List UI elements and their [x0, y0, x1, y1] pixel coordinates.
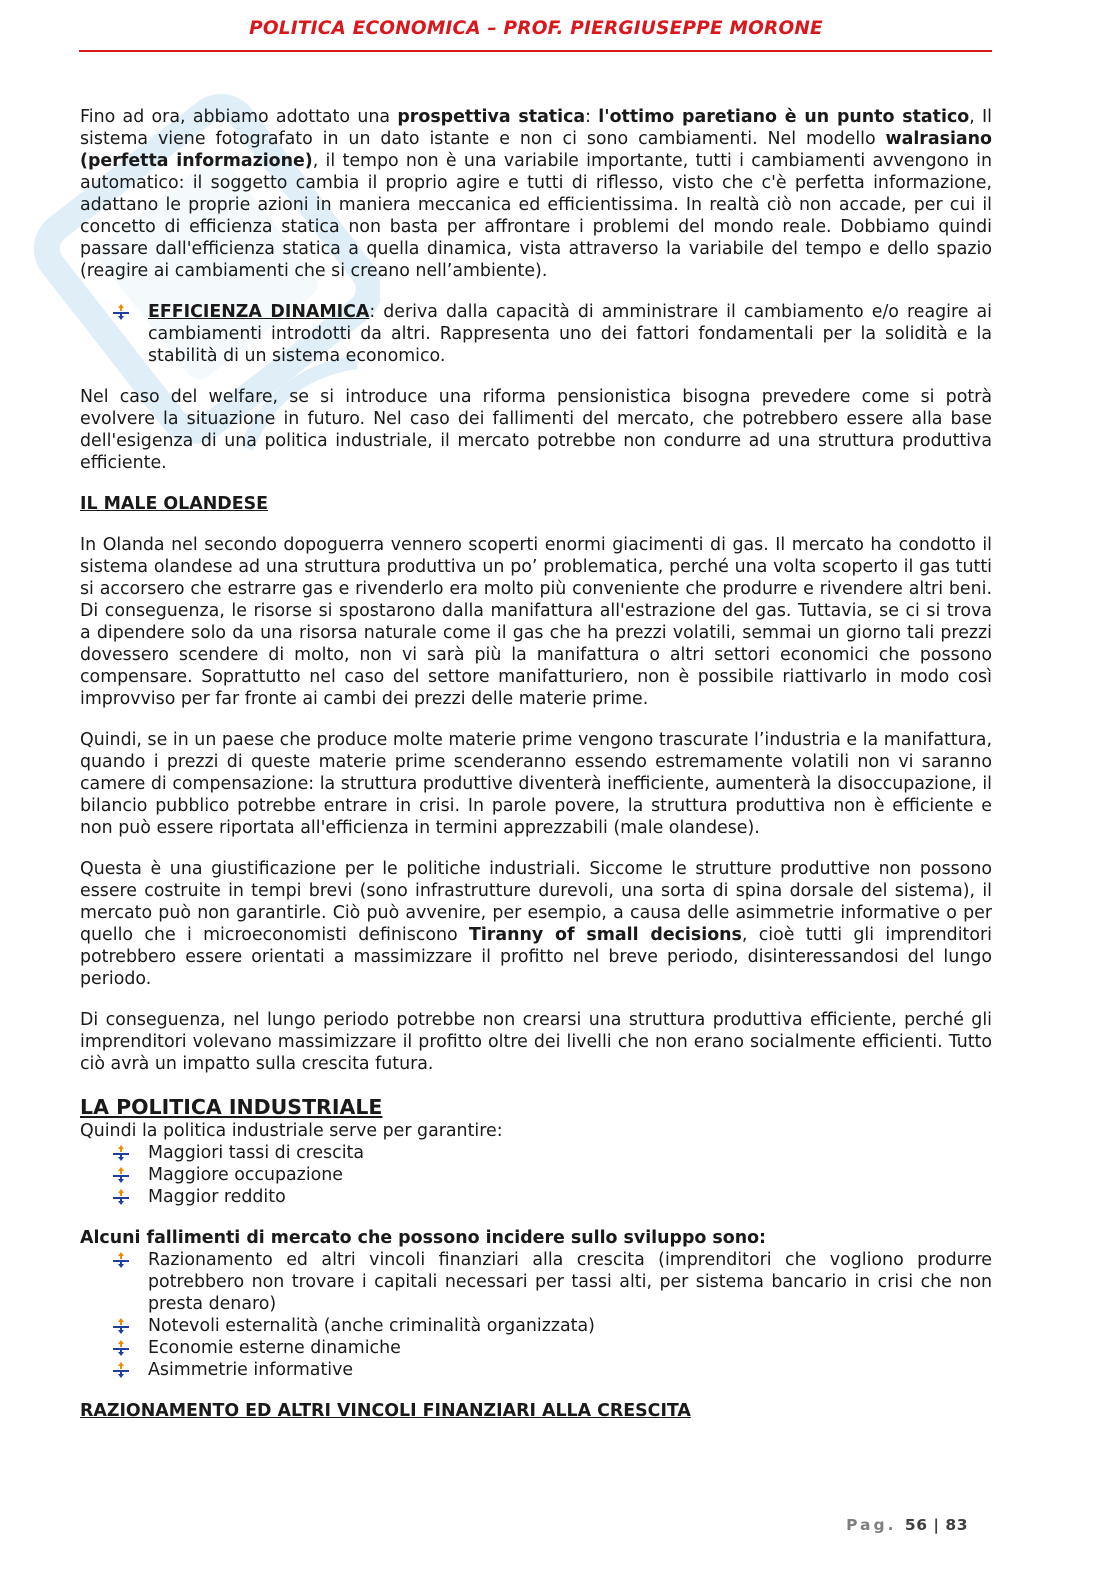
efficienza-dinamica-term: EFFICIENZA DINAMICA: [148, 302, 370, 322]
paragraph-prospettiva-statica: Fino ad ora, abbiamo adottato una prospettiva statica: l'ottimo paretiano è un punto statico, Il sistema viene fotografato in un dato istante e non ci sono cambiamenti. Nel modello walrasiano (perfetta informazione), il tempo non è una variabile importante, tutti i cambiamenti avvengono in automatico: il soggetto cambia il proprio agire e tutti di riflesso, visto che c'è perfetta informazione, adattano le proprie azioni in maniera meccanica ed efficientissima. In realtà ciò non accade, per cui il concetto di efficienza statica non basta per affrontare i problemi del mondo reale. Dobbiamo quindi passare dall'efficienza statica a quella dinamica, vista attraverso la variabile del tempo e dello spazio (reagire ai cambiamenti che si creano nell’ambiente).: [80, 107, 992, 281]
list-item: Asimmetrie informative: [80, 1359, 992, 1381]
list-item: Maggiori tassi di crescita: [80, 1142, 992, 1164]
list-item: EFFICIENZA DINAMICA: deriva dalla capacità di amministrare il cambiamento e/o reagire ai cambiamenti introdotti da altri. Rappresenta uno dei fattori fondamentali per la solidità e la stabilità di un sistema economico.: [80, 301, 992, 367]
arrow-bullet-icon: [112, 1340, 130, 1356]
list-item: Maggiore occupazione: [80, 1164, 992, 1186]
section-heading-politica-industriale: LA POLITICA INDUSTRIALE: [80, 1095, 383, 1119]
paragraph-olanda: In Olanda nel secondo dopoguerra vennero scoperti enormi giacimenti di gas. Il mercato ha condotto il sistema olandese ad una struttura produttiva un po’ problematica, perché una volta scoperto il gas tutti si accorsero che estrarre gas e rivenderlo era molto più conveniente che produrre e rivendere altri beni. Di conseguenza, le risorse si spostarono dalla manifattura all'estrazione del gas. Tuttavia, se ci si trova a dipendere solo da una risorsa naturale come il gas che ha prezzi volatili, semmai un giorno tali prezzi dovessero scendere di molto, non vi sarà più la manifattura o altri settori economici che possono compensare. Soprattutto nel caso del settore manifatturiero, non è possibile riattivarlo in modo così improvviso per far fronte ai cambi dei prezzi delle materie prime.: [80, 535, 992, 709]
page-header-title: POLITICA ECONOMICA – PROF. PIERGIUSEPPE MORONE: [249, 18, 823, 39]
arrow-bullet-icon: [112, 1167, 130, 1183]
page-number: 56 | 83: [904, 1516, 968, 1534]
paragraph-materie-prime: Quindi, se in un paese che produce molte materie prime vengono trascurate l’industria e la manifattura, quando i prezzi di queste materie prime scenderanno essendo estremamente volatili non vi saranno camere di compensazione: la struttura produttive diventerà inefficiente, aumenterà la disoccupazione, il bilancio pubblico potrebbe entrare in crisi. In parole povere, la struttura produttiva non è efficiente e non può essere riportata all'efficienza in termini apprezzabili (male olandese).: [80, 730, 992, 838]
arrow-bullet-icon: [112, 1252, 130, 1268]
paragraph-giustificazione: Questa è una giustificazione per le politiche industriali. Siccome le strutture produttive non possono essere costruite in tempi brevi (sono infrastrutture durevoli, una sorta di spina dorsale del sistema), il mercato può non garantirle. Ciò può avvenire, per esempio, a causa delle asimmetrie informative o per quello che i microeconomisti definiscono Tiranny of small decisions, cioè tutti gli imprenditori potrebbero essere orientati a massimizzare il profitto nel breve periodo, disinteressandosi del lungo periodo.: [80, 859, 992, 989]
page-label: Pag.: [846, 1516, 897, 1534]
arrow-bullet-icon: [112, 1362, 130, 1378]
page-footer: [846, 1516, 968, 1534]
header-divider: [79, 50, 992, 52]
list-item: Razionamento ed altri vincoli finanziari alla crescita (imprenditori che vogliono produrre potrebbero non trovare i capitali necessari per tassi alti, per sistema bancario in crisi che non presta denaro): [80, 1249, 992, 1315]
list-item: Economie esterne dinamiche: [80, 1337, 992, 1359]
politica-list: [80, 1142, 992, 1208]
fallimenti-heading: Alcuni fallimenti di mercato che possono incidere sullo sviluppo sono:: [80, 1228, 767, 1248]
list-item: Maggior reddito: [80, 1186, 992, 1208]
arrow-bullet-icon: [112, 1145, 130, 1161]
politica-intro: Quindi la politica industriale serve per garantire:: [80, 1121, 503, 1141]
fallimenti-list: [80, 1249, 992, 1381]
section-heading-male-olandese: IL MALE OLANDESE: [80, 494, 268, 514]
paragraph-welfare: Nel caso del welfare, se si introduce una riforma pensionistica bisogna prevedere come si potrà evolvere la situazione in futuro. Nel caso dei fallimenti del mercato, che potrebbero essere alla base dell'esigenza di una politica industriale, il mercato potrebbe non condurre ad una struttura produttiva efficiente.: [80, 387, 992, 473]
arrow-bullet-icon: [112, 1189, 130, 1205]
document-body: [80, 106, 992, 1441]
list-item: Notevoli esternalità (anche criminalità organizzata): [80, 1315, 992, 1337]
arrow-bullet-icon: [112, 304, 130, 320]
section-heading-razionamento: RAZIONAMENTO ED ALTRI VINCOLI FINANZIARI ALLA CRESCITA: [80, 1401, 691, 1421]
efficienza-list: [80, 301, 992, 367]
arrow-bullet-icon: [112, 1318, 130, 1334]
paragraph-lungo-periodo: Di conseguenza, nel lungo periodo potrebbe non crearsi una struttura produttiva efficiente, perché gli imprenditori volevano massimizzare il profitto oltre dei livelli che non erano socialmente efficienti. Tutto ciò avrà un impatto sulla crescita futura.: [80, 1010, 992, 1074]
